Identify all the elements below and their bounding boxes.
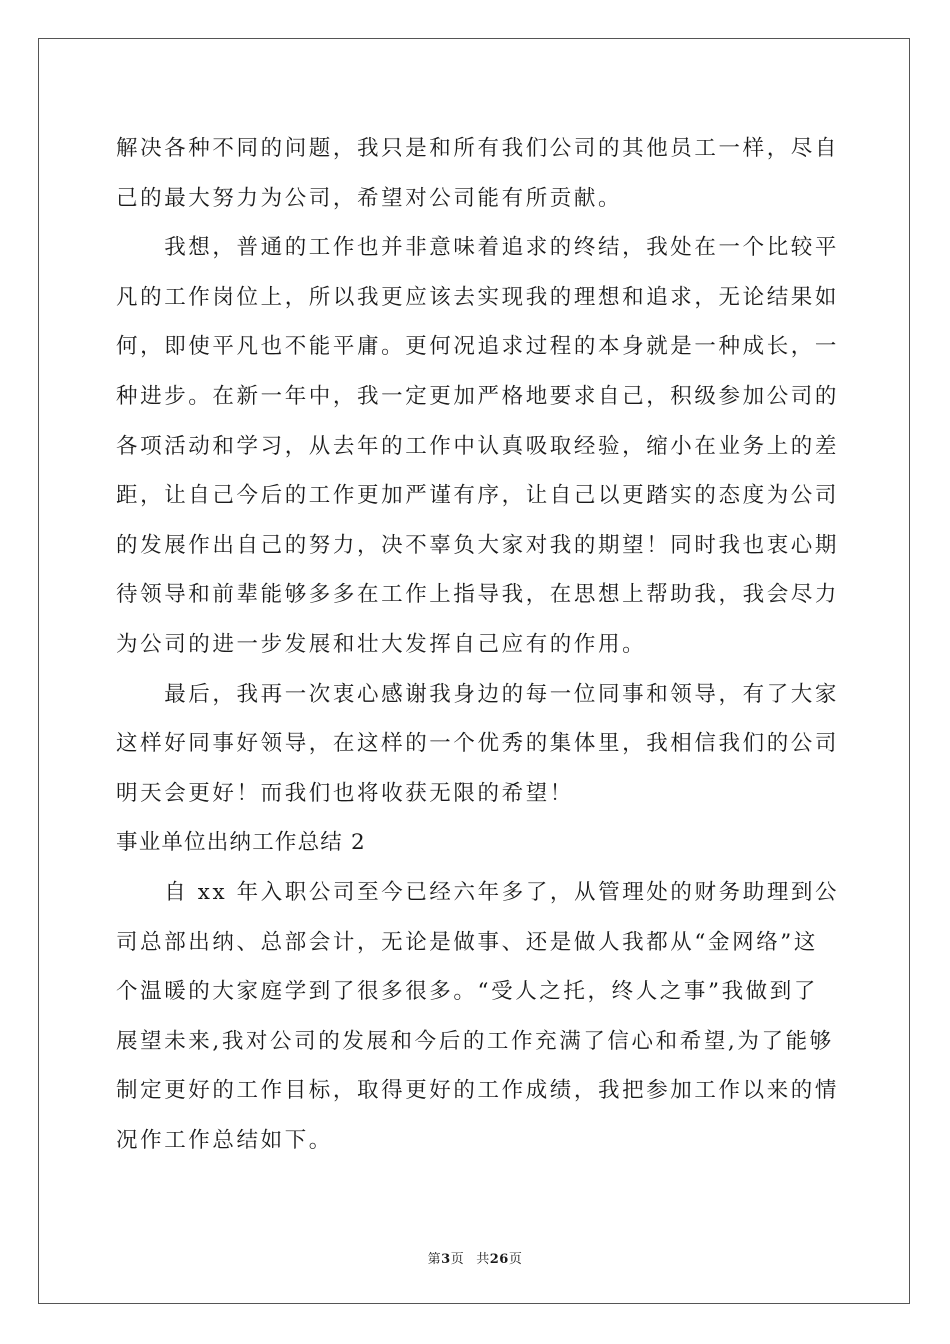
text-line: 距，让自己今后的工作更加严谨有序，让自己以更踏实的态度为公司 (116, 483, 840, 509)
current-page-number: 3 (441, 1252, 451, 1267)
text-line: 最后，我再一次衷心感谢我身边的每一位同事和领导，有了大家 (116, 681, 840, 707)
text-line: 我想，普通的工作也并非意味着追求的终结，我处在一个比较平 (116, 235, 840, 261)
total-page-count: 26 (489, 1252, 509, 1267)
text-line: 种进步。在新一年中，我一定更加严格地要求自己，积级参加公司的 (116, 383, 840, 409)
text-line: 个温暖的大家庭学到了很多很多。“受人之托，终人之事”我做到了 (116, 979, 818, 1005)
text-line: 解决各种不同的问题，我只是和所有我们公司的其他员工一样，尽自 (116, 136, 840, 161)
text-line: 展望未来,我对公司的发展和今后的工作充满了信心和希望,为了能够 (116, 1028, 834, 1054)
page-footer (0, 1248, 950, 1267)
text-line: 各项活动和学习，从去年的工作中认真吸取经验，缩小在业务上的差 (116, 433, 840, 459)
text-line: 的发展作出自己的努力，决不辜负大家对我的期望！同时我也衷心期 (116, 532, 840, 558)
text-line: 明天会更好！而我们也将收获无限的希望！ (116, 780, 574, 806)
text-line: 这样好同事好领导，在这样的一个优秀的集体里，我相信我们的公司 (116, 731, 840, 757)
text-line: 凡的工作岗位上，所以我更应该去实现我的理想和追求，无论结果如 (116, 284, 840, 310)
text-line: 自 xx 年入职公司至今已经六年多了，从管理处的财务助理到公 (116, 879, 840, 905)
page-suffix: 页 (450, 1252, 465, 1267)
total-suffix: 页 (508, 1252, 523, 1267)
text-line: 司总部出纳、总部会计，无论是做事、还是做人我都从“金网络”这 (116, 929, 818, 955)
total-prefix: 共 (476, 1252, 490, 1267)
document-body (116, 124, 840, 1165)
text-line: 己的最大努力为公司，希望对公司能有所贡献。 (116, 185, 623, 211)
text-line: 何，即使平凡也不能平庸。更何况追求过程的本身就是一种成长，一 (116, 334, 840, 360)
page-prefix: 第 (427, 1252, 442, 1267)
section-heading: 事业单位出纳工作总结 2 (116, 830, 366, 856)
text-line: 制定更好的工作目标，取得更好的工作成绩，我把参加工作以来的情 (116, 1078, 840, 1104)
text-line: 待领导和前辈能够多多在工作上指导我，在思想上帮助我，我会尽力 (116, 582, 840, 608)
text-line: 为公司的进一步发展和壮大发挥自己应有的作用。 (116, 631, 647, 657)
text-line: 况作工作总结如下。 (116, 1127, 333, 1153)
